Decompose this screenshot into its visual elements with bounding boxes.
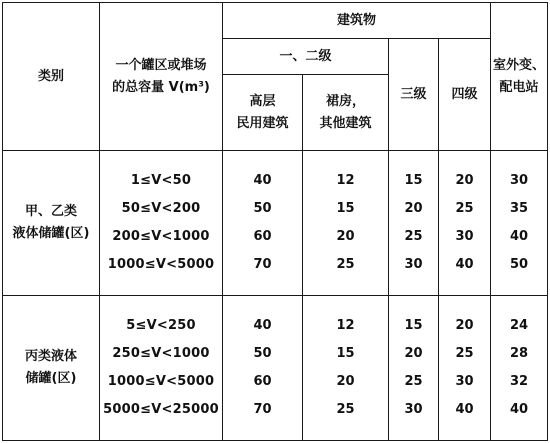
- highrise-values-cell: [223, 296, 303, 441]
- header-substation-line2: 配电站: [499, 79, 539, 95]
- distance-value: 32: [509, 374, 529, 389]
- podium-values-cell: [303, 296, 389, 441]
- header-highrise-line2: 民用建筑: [236, 115, 289, 131]
- category-cell: [3, 296, 100, 441]
- header-grade-1-2-label: 一、二级: [279, 48, 332, 64]
- table-row: [3, 296, 548, 441]
- distance-value: 60: [253, 374, 272, 389]
- header-highrise: [223, 75, 303, 151]
- category-line1: 丙类液体: [24, 349, 77, 364]
- distance-value: 25: [404, 374, 423, 389]
- header-capacity-line2: 的总容量 V(m³): [112, 79, 210, 95]
- distance-value: 30: [455, 229, 474, 244]
- substation-values-cell: [491, 296, 548, 441]
- distance-value: 20: [336, 229, 355, 244]
- distance-value: 50: [253, 201, 272, 216]
- substation-values-cell: [491, 151, 548, 296]
- header-podium-line1: 裙房，: [325, 93, 365, 109]
- header-capacity: [100, 3, 223, 151]
- distance-value: 50: [253, 346, 272, 361]
- distance-value: 25: [404, 229, 423, 244]
- distance-value: 40: [253, 173, 272, 188]
- category-line1: 甲、乙类: [24, 204, 77, 219]
- header-podium: [303, 75, 389, 151]
- distance-value: 20: [455, 318, 474, 333]
- header-podium-line2: 其他建筑: [319, 115, 372, 131]
- header-grade-3-label: 三级: [400, 86, 427, 102]
- distance-value: 30: [404, 257, 423, 272]
- distance-value: 15: [404, 173, 423, 188]
- capacity-range: 200≤V<1000: [112, 229, 210, 244]
- category-line2: 液体储罐(区): [12, 226, 90, 241]
- distance-value: 15: [404, 318, 423, 333]
- header-grade-1-2: [223, 39, 389, 75]
- capacity-range: 5000≤V<25000: [103, 402, 219, 417]
- distance-value: 25: [336, 257, 355, 272]
- distance-value: 40: [253, 318, 272, 333]
- header-buildings: [223, 3, 491, 39]
- distance-value: 20: [336, 374, 355, 389]
- capacity-range-cell: [100, 296, 223, 441]
- distance-value: 15: [336, 201, 355, 216]
- distance-value: 70: [253, 402, 272, 417]
- distance-value: 20: [404, 201, 423, 216]
- header-grade-3: [389, 39, 439, 151]
- header-capacity-line1: 一个罐区或堆场: [115, 57, 207, 73]
- distance-value: 15: [336, 346, 355, 361]
- capacity-range: 50≤V<200: [121, 201, 201, 216]
- fire-distance-table: [2, 2, 548, 441]
- grade4-values-cell: [439, 151, 491, 296]
- distance-value: 20: [455, 173, 474, 188]
- distance-value: 25: [455, 346, 474, 361]
- category-cell: [3, 151, 100, 296]
- capacity-range: 1000≤V<5000: [107, 374, 215, 389]
- table-row: [3, 151, 548, 296]
- distance-value: 25: [455, 201, 474, 216]
- distance-value: 28: [509, 346, 529, 361]
- distance-value: 40: [509, 402, 529, 417]
- distance-value: 24: [509, 318, 529, 333]
- distance-value: 70: [253, 257, 272, 272]
- capacity-range: 1000≤V<5000: [107, 257, 215, 272]
- grade3-values-cell: [389, 151, 439, 296]
- distance-value: 30: [509, 173, 529, 188]
- distance-value: 30: [404, 402, 423, 417]
- distance-value: 40: [509, 229, 529, 244]
- header-grade-4-label: 四级: [451, 86, 478, 102]
- header-category-label: 类别: [37, 68, 64, 84]
- distance-value: 60: [253, 229, 272, 244]
- highrise-values-cell: [223, 151, 303, 296]
- header-grade-4: [439, 39, 491, 151]
- distance-value: 40: [455, 257, 474, 272]
- grade4-values-cell: [439, 296, 491, 441]
- header-substation: [491, 3, 548, 151]
- distance-value: 25: [336, 402, 355, 417]
- grade3-values-cell: [389, 296, 439, 441]
- distance-value: 35: [509, 201, 529, 216]
- distance-value: 30: [455, 374, 474, 389]
- capacity-range: 1≤V<50: [130, 173, 192, 188]
- distance-value: 12: [336, 318, 355, 333]
- capacity-range-cell: [100, 151, 223, 296]
- header-category: [3, 3, 100, 151]
- header-substation-line1: 室外变、: [493, 57, 546, 73]
- distance-value: 40: [455, 402, 474, 417]
- capacity-range: 250≤V<1000: [112, 346, 210, 361]
- distance-value: 12: [336, 173, 355, 188]
- distance-value: 20: [404, 346, 423, 361]
- header-buildings-label: 建筑物: [337, 12, 377, 28]
- header-highrise-line1: 高层: [249, 93, 276, 109]
- category-line2: 储罐(区): [25, 371, 77, 386]
- podium-values-cell: [303, 151, 389, 296]
- distance-value: 50: [509, 257, 529, 272]
- capacity-range: 5≤V<250: [126, 318, 196, 333]
